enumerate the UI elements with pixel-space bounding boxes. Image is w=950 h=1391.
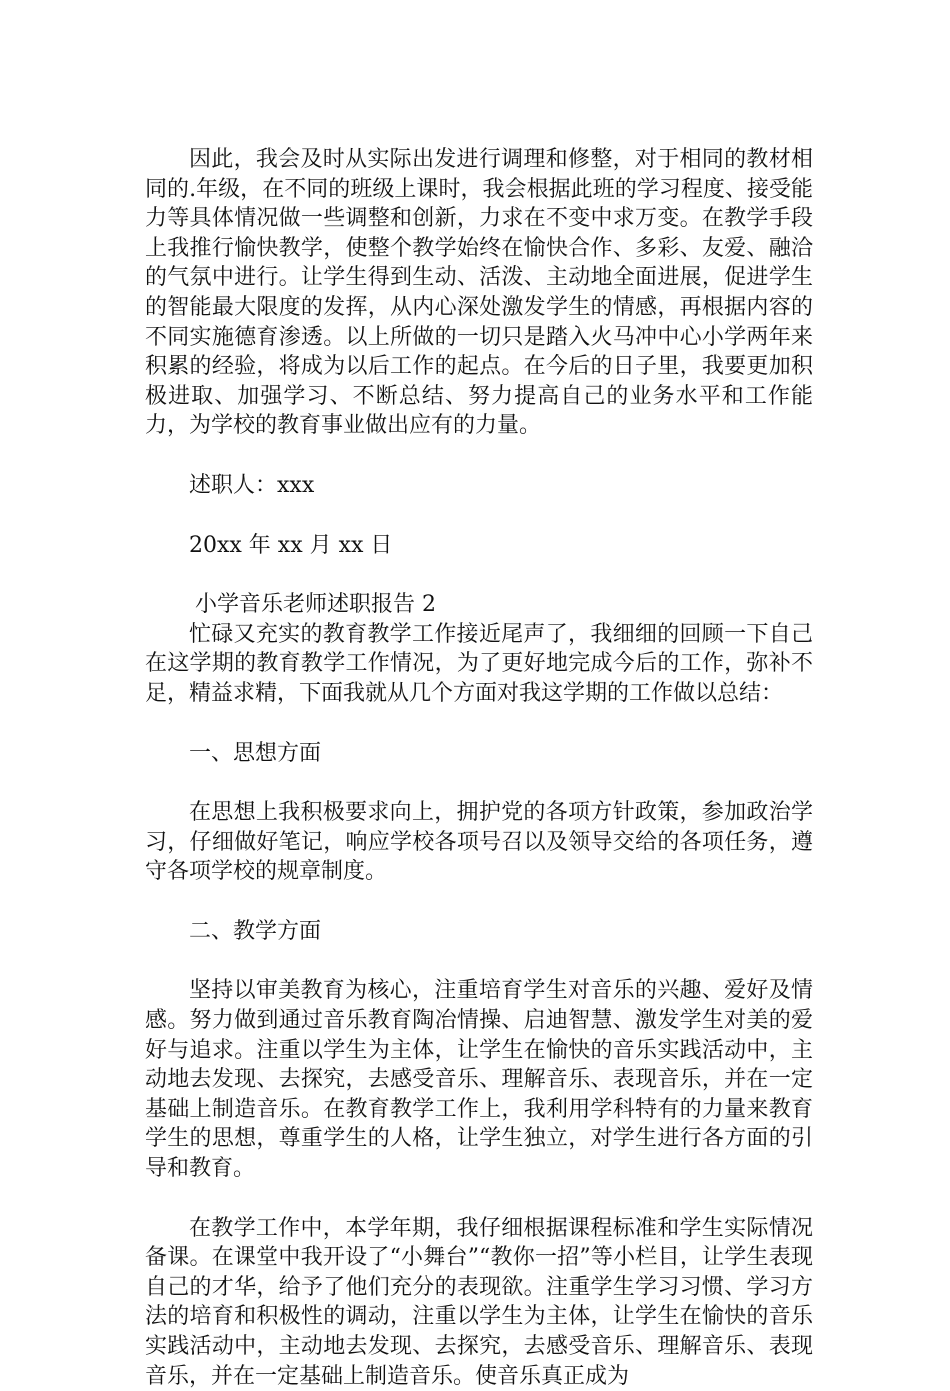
paragraph-gap xyxy=(145,887,813,917)
paragraph-gap xyxy=(145,441,813,471)
document-body xyxy=(145,145,813,1391)
paragraph-teaching-work: 在教学工作中，本学年期，我仔细根据课程标准和学生实际情况备课。在课堂中我开设了“小舞台”“教你一招”等小栏目，让学生表现自己的才华，给予了他们充分的表现欲。注重学生学习习惯、学习方法的培育和积极性的调动，注重以学生为主体，让学生在愉快的音乐实践活动中，主动地去发现、去探究，去感受音乐、理解音乐、表现音乐，并在一定基础上制造音乐。使音乐真正成为 xyxy=(145,1215,813,1389)
paragraph-gap xyxy=(145,709,813,739)
paragraph-gap xyxy=(145,560,813,590)
section-heading-thought: 一、思想方面 xyxy=(189,740,322,766)
paragraph-gap xyxy=(145,501,813,531)
paragraph-gap xyxy=(145,768,813,798)
paragraph-gap xyxy=(145,1184,813,1214)
paragraph-aesthetic-education: 坚持以审美教育为核心，注重培育学生对音乐的兴趣、爱好及情感。努力做到通过音乐教育陶冶情操、启迪智慧、激发学生对美的爱好与追求。注重以学生为主体，让学生在愉快的音乐实践活动中，主动地去发现、去探究，去感受音乐、理解音乐、表现音乐，并在一定基础上制造音乐。在教育教学工作上，我利用学科特有的力量来教育学生的思想，尊重学生的人格，让学生独立，对学生进行各方面的引导和教育。 xyxy=(145,978,813,1182)
paragraph-gap xyxy=(145,946,813,976)
section-heading-teaching: 二、教学方面 xyxy=(189,918,322,944)
report-title: 小学音乐老师述职报告 2 xyxy=(195,592,436,618)
paragraph-thought: 在思想上我积极要求向上，拥护党的各项方针政策，参加政治学习，仔细做好笔记，响应学校各项号召以及领导交给的各项任务，遵守各项学校的规章制度。 xyxy=(145,800,813,885)
paragraph-intro: 忙碌又充实的教育教学工作接近尾声了，我细细的回顾一下自己在这学期的教育教学工作情况，为了更好地完成今后的工作，弥补不足，精益求精，下面我就从几个方面对我这学期的工作做以总结： xyxy=(145,621,813,706)
reporter-signature: 述职人：xxx xyxy=(189,472,315,498)
report-date: 20xx 年 xx 月 xx 日 xyxy=(189,532,393,558)
paragraph-conclusion: 因此，我会及时从实际出发进行调理和修整，对于相同的教材相同的.年级，在不同的班级上课时，我会根据此班的学习程度、接受能力等具体情况做一些调整和创新，力求在不变中求万变。在教学手段上我推行愉快教学，使整个教学始终在愉快合作、多彩、友爱、融洽的气氛中进行。让学生得到生动、活泼、主动地全面进展，促进学生的智能最大限度的发挥，从内心深处激发学生的情感，再根据内容的不同实施德育渗透。以上所做的一切只是踏入火马冲中心小学两年来积累的经验，将成为以后工作的起点。在今后的日子里，我要更加积极进取、加强学习、不断总结、努力提高自己的业务水平和工作能力，为学校的教育事业做出应有的力量。 xyxy=(145,147,813,439)
